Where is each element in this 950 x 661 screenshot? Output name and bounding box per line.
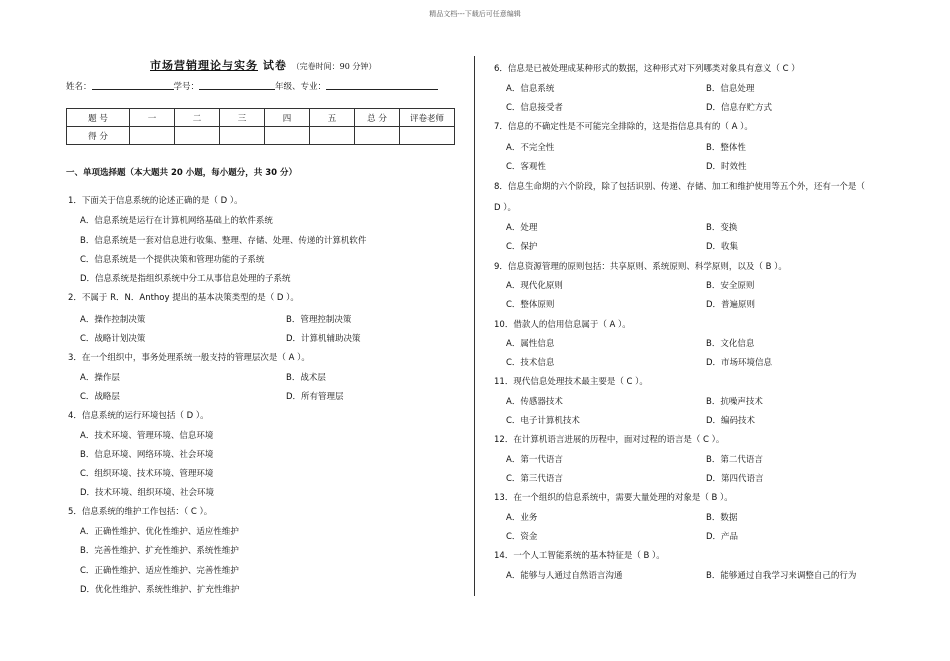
option: D．时效性	[706, 162, 747, 172]
score-cell-header: 总 分	[355, 109, 400, 127]
question-stem-continued: D ）。	[494, 203, 516, 213]
option: D．普遍原则	[706, 300, 756, 310]
student-info-line	[66, 80, 438, 93]
option: D．收集	[706, 242, 739, 252]
option: C．保护	[506, 242, 538, 252]
id-label: 学号：	[173, 82, 200, 92]
option: D．信息系统是指组织系统中分工从事信息处理的子系统	[80, 274, 291, 284]
column-divider	[474, 56, 475, 596]
score-table	[66, 108, 455, 145]
option: C．战略层	[80, 392, 120, 402]
option: C．第三代语言	[506, 474, 563, 484]
option: B．信息系统是一套对信息进行收集、整理、存储、处理、传递的计算机软件	[80, 236, 367, 246]
question-stem: 14．一个人工智能系统的基本特征是（ B ）。	[494, 551, 665, 561]
id-field[interactable]	[199, 80, 275, 90]
option: B．战术层	[286, 373, 326, 383]
option: C．技术信息	[506, 358, 555, 368]
option: A．传感器技术	[506, 397, 563, 407]
option: A．业务	[506, 513, 538, 523]
option: A．操作控制决策	[80, 315, 146, 325]
exam-title	[150, 60, 376, 72]
option: B．变换	[706, 223, 738, 233]
option: A．第一代语言	[506, 455, 563, 465]
option: C．整体原则	[506, 300, 555, 310]
option: D．计算机辅助决策	[286, 334, 361, 344]
exam-title-suffix: 试卷	[262, 59, 287, 72]
option: C．组织环境、技术环境、管理环境	[80, 469, 214, 479]
score-cell[interactable]	[175, 127, 220, 145]
section-1-title: 一、单项选择题（本大题共 20 小题，每小题分，共 30 分）	[66, 168, 297, 178]
grade-label: 年级、专业：	[275, 82, 327, 92]
name-field[interactable]	[92, 80, 174, 90]
question-stem: 3．在一个组织中，事务处理系统一般支持的管理层次是（ A ）。	[68, 353, 310, 363]
option: C．战略计划决策	[80, 334, 146, 344]
option: C．正确性维护、适应性维护、完善性维护	[80, 566, 239, 576]
score-row-label: 得 分	[67, 127, 130, 145]
question-stem: 13．在一个组织的信息系统中，需要大量处理的对象是（ B ）。	[494, 493, 733, 503]
score-cell-header: 一	[130, 109, 175, 127]
option: C．资金	[506, 532, 538, 542]
score-cell-header: 五	[310, 109, 355, 127]
score-cell-header: 二	[175, 109, 220, 127]
option: B．数据	[706, 513, 738, 523]
question-stem: 4．信息系统的运行环境包括（ D ）。	[68, 411, 209, 421]
score-cell[interactable]	[310, 127, 355, 145]
question-stem: 11．现代信息处理技术最主要是（ C ）。	[494, 377, 648, 387]
option: B．抗噪声技术	[706, 397, 763, 407]
option: A．信息系统	[506, 84, 555, 94]
option: B．能够通过自我学习来调整自己的行为	[706, 571, 857, 581]
option: B．信息环境、网络环境、社会环境	[80, 450, 214, 460]
option: D．编码技术	[706, 416, 756, 426]
option: A．操作层	[80, 373, 120, 383]
score-cell[interactable]	[400, 127, 455, 145]
question-stem: 7．信息的不确定性是不可能完全排除的，这是指信息具有的（ A ）。	[494, 122, 753, 132]
score-cell-header: 评卷老师	[400, 109, 455, 127]
option: D．产品	[706, 532, 739, 542]
score-cell[interactable]	[265, 127, 310, 145]
option: C．电子计算机技术	[506, 416, 580, 426]
option: C．信息接受者	[506, 103, 563, 113]
option: D．所有管理层	[286, 392, 344, 402]
option: A．能够与人通过自然语言沟通	[506, 571, 623, 581]
option: D．第四代语言	[706, 474, 764, 484]
name-label: 姓名：	[66, 82, 92, 92]
score-table-score-row	[67, 127, 455, 145]
option: A．处理	[506, 223, 538, 233]
option: C．客观性	[506, 162, 546, 172]
score-cell[interactable]	[130, 127, 175, 145]
option: A．现代化原则	[506, 281, 563, 291]
question-stem: 8．信息生命期的六个阶段，除了包括识别、传递、存储、加工和维护使用等五个外，还有一个是（	[494, 182, 865, 192]
question-stem: 10．借款人的信用信息属于（ A ）。	[494, 320, 631, 330]
option: B．文化信息	[706, 339, 755, 349]
score-cell-header: 题 号	[67, 109, 130, 127]
option: A．技术环境、管理环境、信息环境	[80, 431, 214, 441]
option: A．正确性维护、优化性维护、适应性维护	[80, 527, 239, 537]
question-stem: 9．信息资源管理的原则包括：共享原则、系统原则、科学原则，以及（ B ）。	[494, 262, 787, 272]
option: A．信息系统是运行在计算机网络基础上的软件系统	[80, 216, 273, 226]
option: D．市场环境信息	[706, 358, 773, 368]
score-cell[interactable]	[220, 127, 265, 145]
option: B．整体性	[706, 143, 746, 153]
option: D．信息存贮方式	[706, 103, 773, 113]
score-cell[interactable]	[355, 127, 400, 145]
question-stem: 2．不属于 R．N．Anthoy 提出的基本决策类型的是（ D ）。	[68, 293, 299, 303]
option: B．信息处理	[706, 84, 755, 94]
header-note: 精品文档---下载后可任意编辑	[429, 10, 521, 18]
option: D．优化性维护、系统性维护、扩充性维护	[80, 585, 240, 595]
option: A．不完全性	[506, 143, 555, 153]
option: D．技术环境、组织环境、社会环境	[80, 488, 215, 498]
question-stem: 5．信息系统的维护工作包括：（ C ）。	[68, 507, 213, 517]
option: B．管理控制决策	[286, 315, 352, 325]
question-stem: 6．信息是已被处理成某种形式的数据，这种形式对下列哪类对象具有意义（ C ）	[494, 64, 800, 74]
option: B．完善性维护、扩充性维护、系统性维护	[80, 546, 239, 556]
score-cell-header: 四	[265, 109, 310, 127]
option: B．第二代语言	[706, 455, 763, 465]
question-stem: 1．下面关于信息系统的论述正确的是（ D ）。	[68, 196, 243, 206]
exam-title-text: 市场营销理论与实务	[150, 59, 258, 72]
option: C．信息系统是一个提供决策和管理功能的子系统	[80, 255, 265, 265]
score-table-header-row	[67, 109, 455, 127]
score-cell-header: 三	[220, 109, 265, 127]
option: A．属性信息	[506, 339, 555, 349]
question-stem: 12．在计算机语言进展的历程中，面对过程的语言是（ C ）。	[494, 435, 725, 445]
grade-field[interactable]	[326, 80, 438, 90]
option: B．安全原则	[706, 281, 755, 291]
exam-time-note: （完卷时间：90 分钟）	[291, 62, 377, 71]
